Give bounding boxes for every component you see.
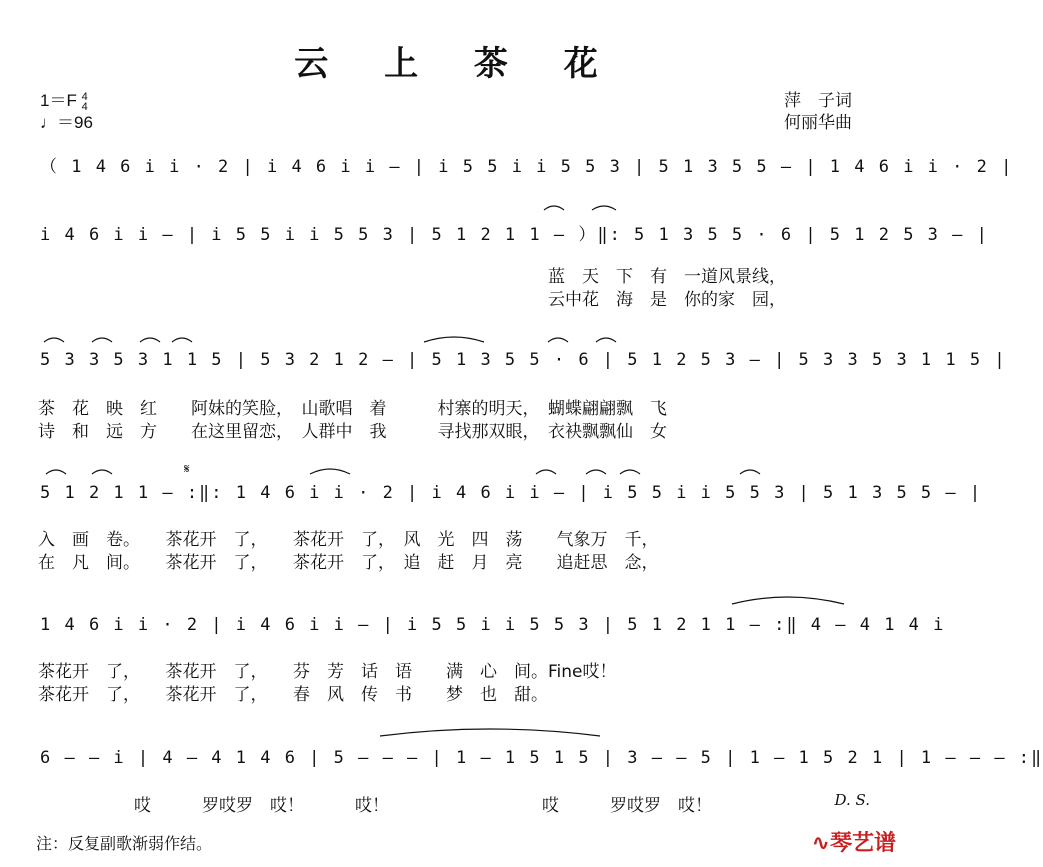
brand-logo: ∿琴艺谱 [811,831,896,856]
time-signature: 4 4 [81,90,88,113]
segno-mark: 𝄋 [184,462,190,477]
lyric-row-5b: 茶花开 了， 茶花开 了， 春 风 传 书 梦 也 甜。 [38,685,548,705]
notation-row-5: 1 4 6 i i · 2 | i 4 6 i i – | i 5 5 i i 5 5 3 | 5 1 2 1 1 – :‖ 4 – 4 1 4 i [40,615,946,635]
composer-credit: 何丽华曲 [784,113,852,133]
dal-segno-mark: D. S. [834,791,870,809]
logo-icon: ∿ [811,831,830,856]
lyric-row-4a: 入 画 卷。 茶花开 了， 茶花开 了， 风 光 四 荡 气象万 千， [38,530,659,550]
lyric-row-3a: 茶 花 映 红 阿妹的笑脸， 山歌唱 着 村寨的明天， 蝴蝶翩翩飘 飞 [38,399,667,419]
lyric-row-2a: 蓝 天 下 有 一道风景线， [548,267,786,287]
footnote: 注：反复副歌渐弱作结。 [36,834,213,853]
song-title: 云 上 茶 花 [294,44,620,84]
lyric-row-3b: 诗 和 远 方 在这里留恋， 人群中 我 寻找那双眼， 衣袂飘飘仙 女 [38,422,667,442]
key-label: 1＝F [40,91,77,110]
notation-row-1: （ 1 4 6 i i · 2 | i 4 6 i i – | i 5 5 i i 5 5 3 | 5 1 3 5 5 – | 1 4 6 i i · 2 | [40,157,1014,177]
notation-row-3: 5 3 3 5 3 1 1 5 | 5 3 2 1 2 – | 5 1 3 5 5 · 6 | 5 1 2 5 3 – | 5 3 3 5 3 1 1 5 | [40,350,1007,370]
tempo-mark: ♩＝96 [40,113,93,132]
lyric-row-2b: 云中花 海 是 你的家 园， [548,290,786,310]
notation-row-2: i 4 6 i i – | i 5 5 i i 5 5 3 | 5 1 2 1 1 – ）‖: 5 1 3 5 5 · 6 | 5 1 2 5 3 – | [40,225,989,245]
notation-row-4: 5 1 2 1 1 – :‖: 1 4 6 i i · 2 | i 4 6 i i – | i 5 5 i i 5 5 3 | 5 1 3 5 5 – | [40,483,983,503]
lyricist-credit: 萍 子词 [784,91,852,111]
lyric-row-5a: 茶花开 了， 茶花开 了， 芬 芳 话 语 满 心 间。Fine哎！ [38,662,617,682]
notation-row-6: 6 – – i | 4 – 4 1 4 6 | 5 – – – | 1 – 1 5 1 5 | 3 – – 5 | 1 – 1 5 2 1 | 1 – – – :‖ [40,748,1043,768]
lyric-row-6: 哎 罗哎罗 哎！ 哎！ 哎 罗哎罗 哎！ [100,796,712,816]
lyric-row-4b: 在 凡 间。 茶花开 了， 茶花开 了， 追 赶 月 亮 追赶思 念， [38,553,659,573]
